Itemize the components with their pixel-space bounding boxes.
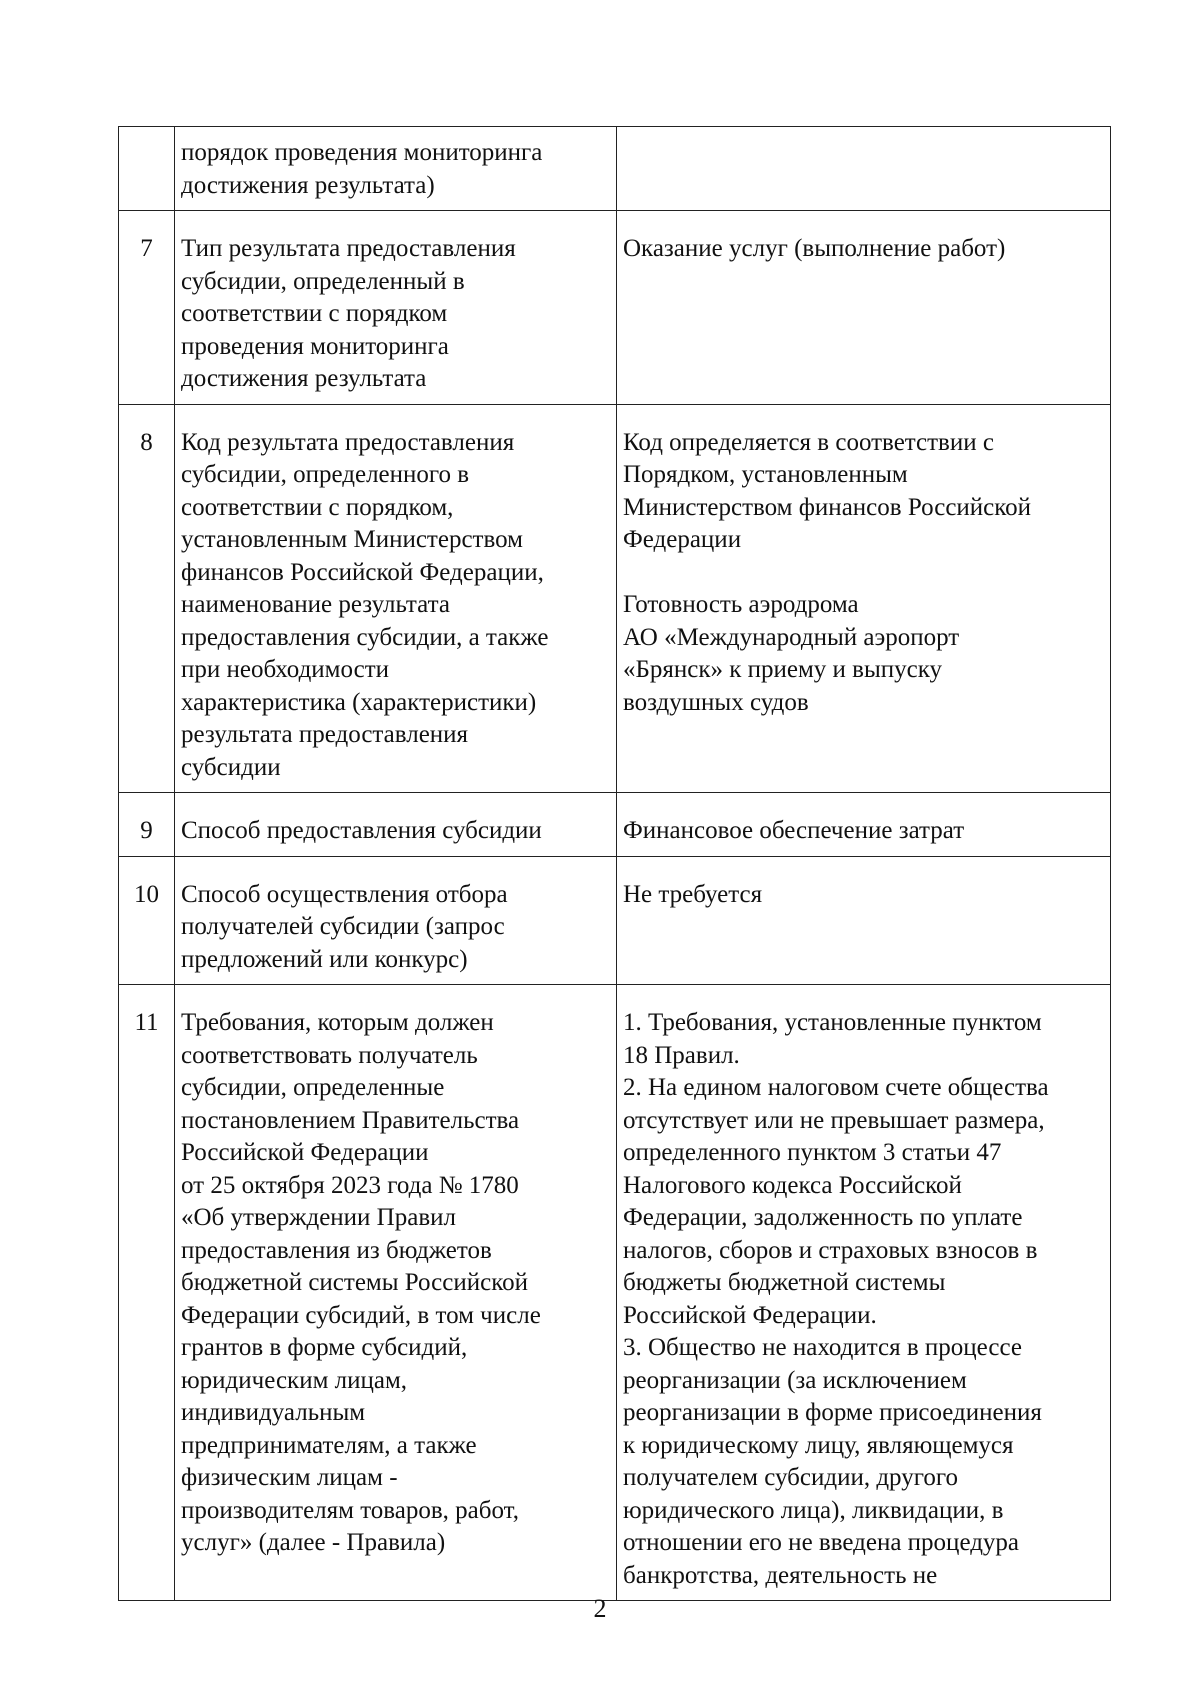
text-line: субсидии, определенные xyxy=(181,1074,445,1101)
text-line: бюджетной системы Российской xyxy=(181,1269,528,1296)
text-line: установленным Министерством xyxy=(181,526,523,553)
parameter-name-cell xyxy=(175,793,617,857)
parameter-name-cell xyxy=(175,404,617,793)
parameter-name-cell xyxy=(175,985,617,1601)
text-line: 18 Правил. xyxy=(623,1041,740,1069)
text-line: производителям товаров, работ, xyxy=(181,1496,519,1524)
text-line: Способ осуществления отбора xyxy=(181,880,508,908)
parameter-value-cell xyxy=(617,793,1111,857)
text-line: налогов, сборов и страховых взносов в xyxy=(623,1236,1038,1264)
text-line: реорганизации (за исключением xyxy=(623,1366,967,1394)
text-line: соответствовать получатель xyxy=(181,1041,478,1069)
text-line: Код результата предоставления xyxy=(181,428,515,456)
parameter-value-cell xyxy=(617,211,1111,405)
table-body xyxy=(119,127,1111,1601)
text-line: юридического лица), ликвидации, в xyxy=(623,1496,1004,1524)
text-line: Готовность аэродрома xyxy=(623,591,859,618)
text-line: проведения мониторинга xyxy=(181,332,449,360)
text-line: Оказание услуг (выполнение работ) xyxy=(623,235,1006,262)
table-row xyxy=(119,856,1111,985)
text-line: к юридическому лицу, являющемуся xyxy=(623,1431,1014,1459)
text-line: соответствии с порядком xyxy=(181,300,448,327)
parameter-value-cell xyxy=(617,404,1111,793)
row-number-cell: 8 xyxy=(119,404,175,793)
text-line: воздушных судов xyxy=(623,688,809,716)
text-line: субсидии, определенного в xyxy=(181,461,470,488)
text-line: грантов в форме субсидий, xyxy=(181,1334,468,1361)
text-line: юридическим лицам, xyxy=(181,1366,408,1394)
text-line: получателей субсидии (запрос xyxy=(181,913,505,940)
row-number-cell: 10 xyxy=(119,856,175,985)
text-line: АО «Международный аэропорт xyxy=(623,623,960,651)
text-line: наименование результата xyxy=(181,591,450,618)
text-line: «Брянск» к приему и выпуску xyxy=(623,656,943,683)
text-line: Министерством финансов Российской xyxy=(623,493,1032,521)
text-line: порядок проведения мониторинга xyxy=(181,139,543,166)
parameter-name-cell xyxy=(175,127,617,211)
table-row xyxy=(119,404,1111,793)
text-line: Российской Федерации. xyxy=(623,1301,877,1329)
parameter-name-cell xyxy=(175,211,617,405)
table-row xyxy=(119,985,1111,1601)
requirements-table xyxy=(118,126,1111,1601)
text-line: субсидии, определенный в xyxy=(181,267,465,295)
text-line: субсидии xyxy=(181,753,281,781)
text-line: отношении его не введена процедура xyxy=(623,1529,1020,1556)
text-line: Не требуется xyxy=(623,880,763,908)
text-line: предпринимателям, а также xyxy=(181,1431,477,1459)
text-line: характеристика (характеристики) xyxy=(181,688,537,716)
text-line: при необходимости xyxy=(181,656,390,683)
text-line: реорганизации в форме присоединения xyxy=(623,1399,1042,1426)
text-line: банкротства, деятельность не xyxy=(623,1561,938,1589)
text-line: определенного пунктом 3 статьи 47 xyxy=(623,1139,1002,1166)
text-line: 1. Требования, установленные пунктом xyxy=(623,1009,1042,1036)
text-line: Российской Федерации xyxy=(181,1139,429,1166)
parameter-value-cell xyxy=(617,127,1111,211)
row-number-cell: 7 xyxy=(119,211,175,405)
text-line: Федерации xyxy=(623,526,742,553)
row-number-cell xyxy=(119,127,175,211)
text-line: получателем субсидии, другого xyxy=(623,1464,958,1491)
row-number-cell: 9 xyxy=(119,793,175,857)
text-line: индивидуальным xyxy=(181,1399,366,1426)
blank-line xyxy=(623,557,1104,590)
text-line: 3. Общество не находится в процессе xyxy=(623,1334,1022,1361)
parameter-name-cell xyxy=(175,856,617,985)
table-row xyxy=(119,127,1111,211)
text-line: бюджеты бюджетной системы xyxy=(623,1269,946,1296)
text-line: предоставления из бюджетов xyxy=(181,1236,492,1264)
table-row xyxy=(119,211,1111,405)
page-number: 2 xyxy=(593,1594,607,1623)
text-line: Способ предоставления субсидии xyxy=(181,817,542,844)
text-line: Налогового кодекса Российской xyxy=(623,1171,962,1199)
text-line: Тип результата предоставления xyxy=(181,235,516,262)
text-line: предложений или конкурс) xyxy=(181,945,468,973)
text-line: «Об утверждении Правил xyxy=(181,1204,456,1231)
text-line: предоставления субсидии, а также xyxy=(181,623,549,651)
text-line: Порядком, установленным xyxy=(623,461,908,488)
text-line: услуг» (далее - Правила) xyxy=(181,1529,446,1556)
text-line: результата предоставления xyxy=(181,721,469,748)
text-line: соответствии с порядком, xyxy=(181,493,454,521)
text-line: 2. На едином налоговом счете общества xyxy=(623,1074,1049,1101)
text-line: отсутствует или не превышает размера, xyxy=(623,1106,1045,1134)
text-line: Требования, которым должен xyxy=(181,1009,494,1036)
row-number-cell: 11 xyxy=(119,985,175,1601)
text-line: физическим лицам - xyxy=(181,1464,398,1491)
text-line: от 25 октября 2023 года № 1780 xyxy=(181,1171,519,1199)
text-line: Федерации субсидий, в том числе xyxy=(181,1301,541,1329)
text-line: финансов Российской Федерации, xyxy=(181,558,544,586)
parameter-value-cell xyxy=(617,985,1111,1601)
text-line: достижения результата xyxy=(181,365,427,392)
text-line: Федерации, задолженность по уплате xyxy=(623,1204,1023,1231)
parameter-value-cell xyxy=(617,856,1111,985)
text-line: достижения результата) xyxy=(181,171,435,199)
text-line: постановлением Правительства xyxy=(181,1106,520,1134)
text-line: Финансовое обеспечение затрат xyxy=(623,817,965,844)
text-line: Код определяется в соответствии с xyxy=(623,428,994,456)
table-row xyxy=(119,793,1111,857)
